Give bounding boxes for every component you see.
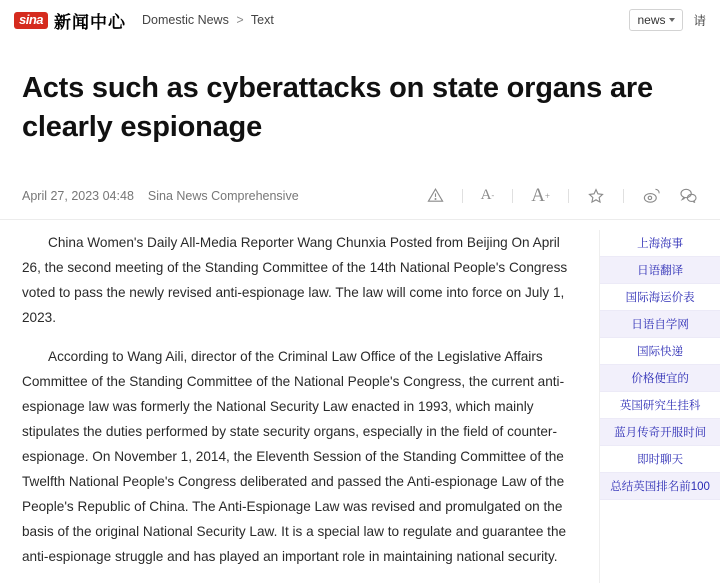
breadcrumb-separator: > [236,13,244,27]
site-logo-label: 新闻中心 [54,12,127,32]
font-increase-icon[interactable]: A + [531,184,550,206]
report-icon[interactable] [427,187,444,204]
breadcrumb-item-domestic-news[interactable]: Domestic News [142,13,229,27]
list-item[interactable]: 价格便宜的 [600,365,720,392]
article-paragraph: China Women's Daily All-Media Reporter Wang Chunxia Posted from Beijing On April 26, the second meeting of the Standing Committee of the 14th National People's Congress voted to pass the newly revised anti-espionage law. The law will come into force on July 1, 2023. [22,234,568,325]
list-item[interactable]: 即时聊天 [600,446,720,473]
icon-divider-1 [462,189,463,203]
topbar-login-link[interactable]: 请 [693,14,706,28]
article-date: April 27, 2023 04:48 [22,188,134,203]
list-item[interactable]: 国际海运价表 [600,284,720,311]
list-item[interactable]: 日语自学网 [600,311,720,338]
list-item[interactable]: 总结英国排名前100 [600,473,720,500]
list-item[interactable]: 英国研究生挂科 [600,392,720,419]
page-title: Acts such as cyberattacks on state organs are clearly espionage [22,72,653,144]
content-area [0,220,720,583]
star-icon[interactable] [587,187,605,205]
weibo-share-icon[interactable] [642,186,661,205]
list-item[interactable]: 上海海事 [600,230,720,257]
article-paragraph: According to Wang Aili, director of the Criminal Law Office of the Legislative Affairs Committee of the Standing Committee of the National People's Congress, the current anti-espionage law was formerly the National Security Law enacted in 1993, which mainly stipulates the duties performed by state security organs, especially in the field of counter-espionage. On November 1, 2014, the Eleventh Session of the Standing Committee of the Twelfth National People's Congress deliberated and passed the Anti-espionage Law of the People's Republic of China. The Anti-Espionage Law was revised and promulgated on the basis of the original National Security Law. It is a special law to regulate and guarantee the anti-espionage struggle and has played an important role in maintaining national security. [22,348,567,564]
sina-logo-badge: sina [14,12,48,29]
list-item[interactable]: 蓝月传奇开服时间 [600,419,720,446]
article-source: Sina News Comprehensive [147,188,299,203]
icon-divider-3 [568,189,569,203]
list-item[interactable]: 国际快递 [600,338,720,365]
site-logo[interactable] [14,8,126,33]
news-dropdown[interactable] [629,9,683,31]
breadcrumb [142,13,274,27]
font-decrease-icon[interactable]: A - [480,187,495,204]
article-body [0,220,599,583]
article-action-icons [427,185,698,207]
wechat-share-icon[interactable] [679,186,698,205]
news-dropdown-label: news [637,13,666,27]
breadcrumb-item-text[interactable]: Text [250,13,274,27]
top-bar-right [629,9,706,31]
icon-divider-4 [623,189,624,203]
sidebar-ad-list [599,230,720,583]
article-meta-left [22,189,299,203]
icon-divider-2 [512,189,513,203]
list-item[interactable]: 日语翻译 [600,257,720,284]
article-meta-row [0,167,720,220]
chevron-down-icon [669,18,675,22]
top-bar [0,0,720,40]
